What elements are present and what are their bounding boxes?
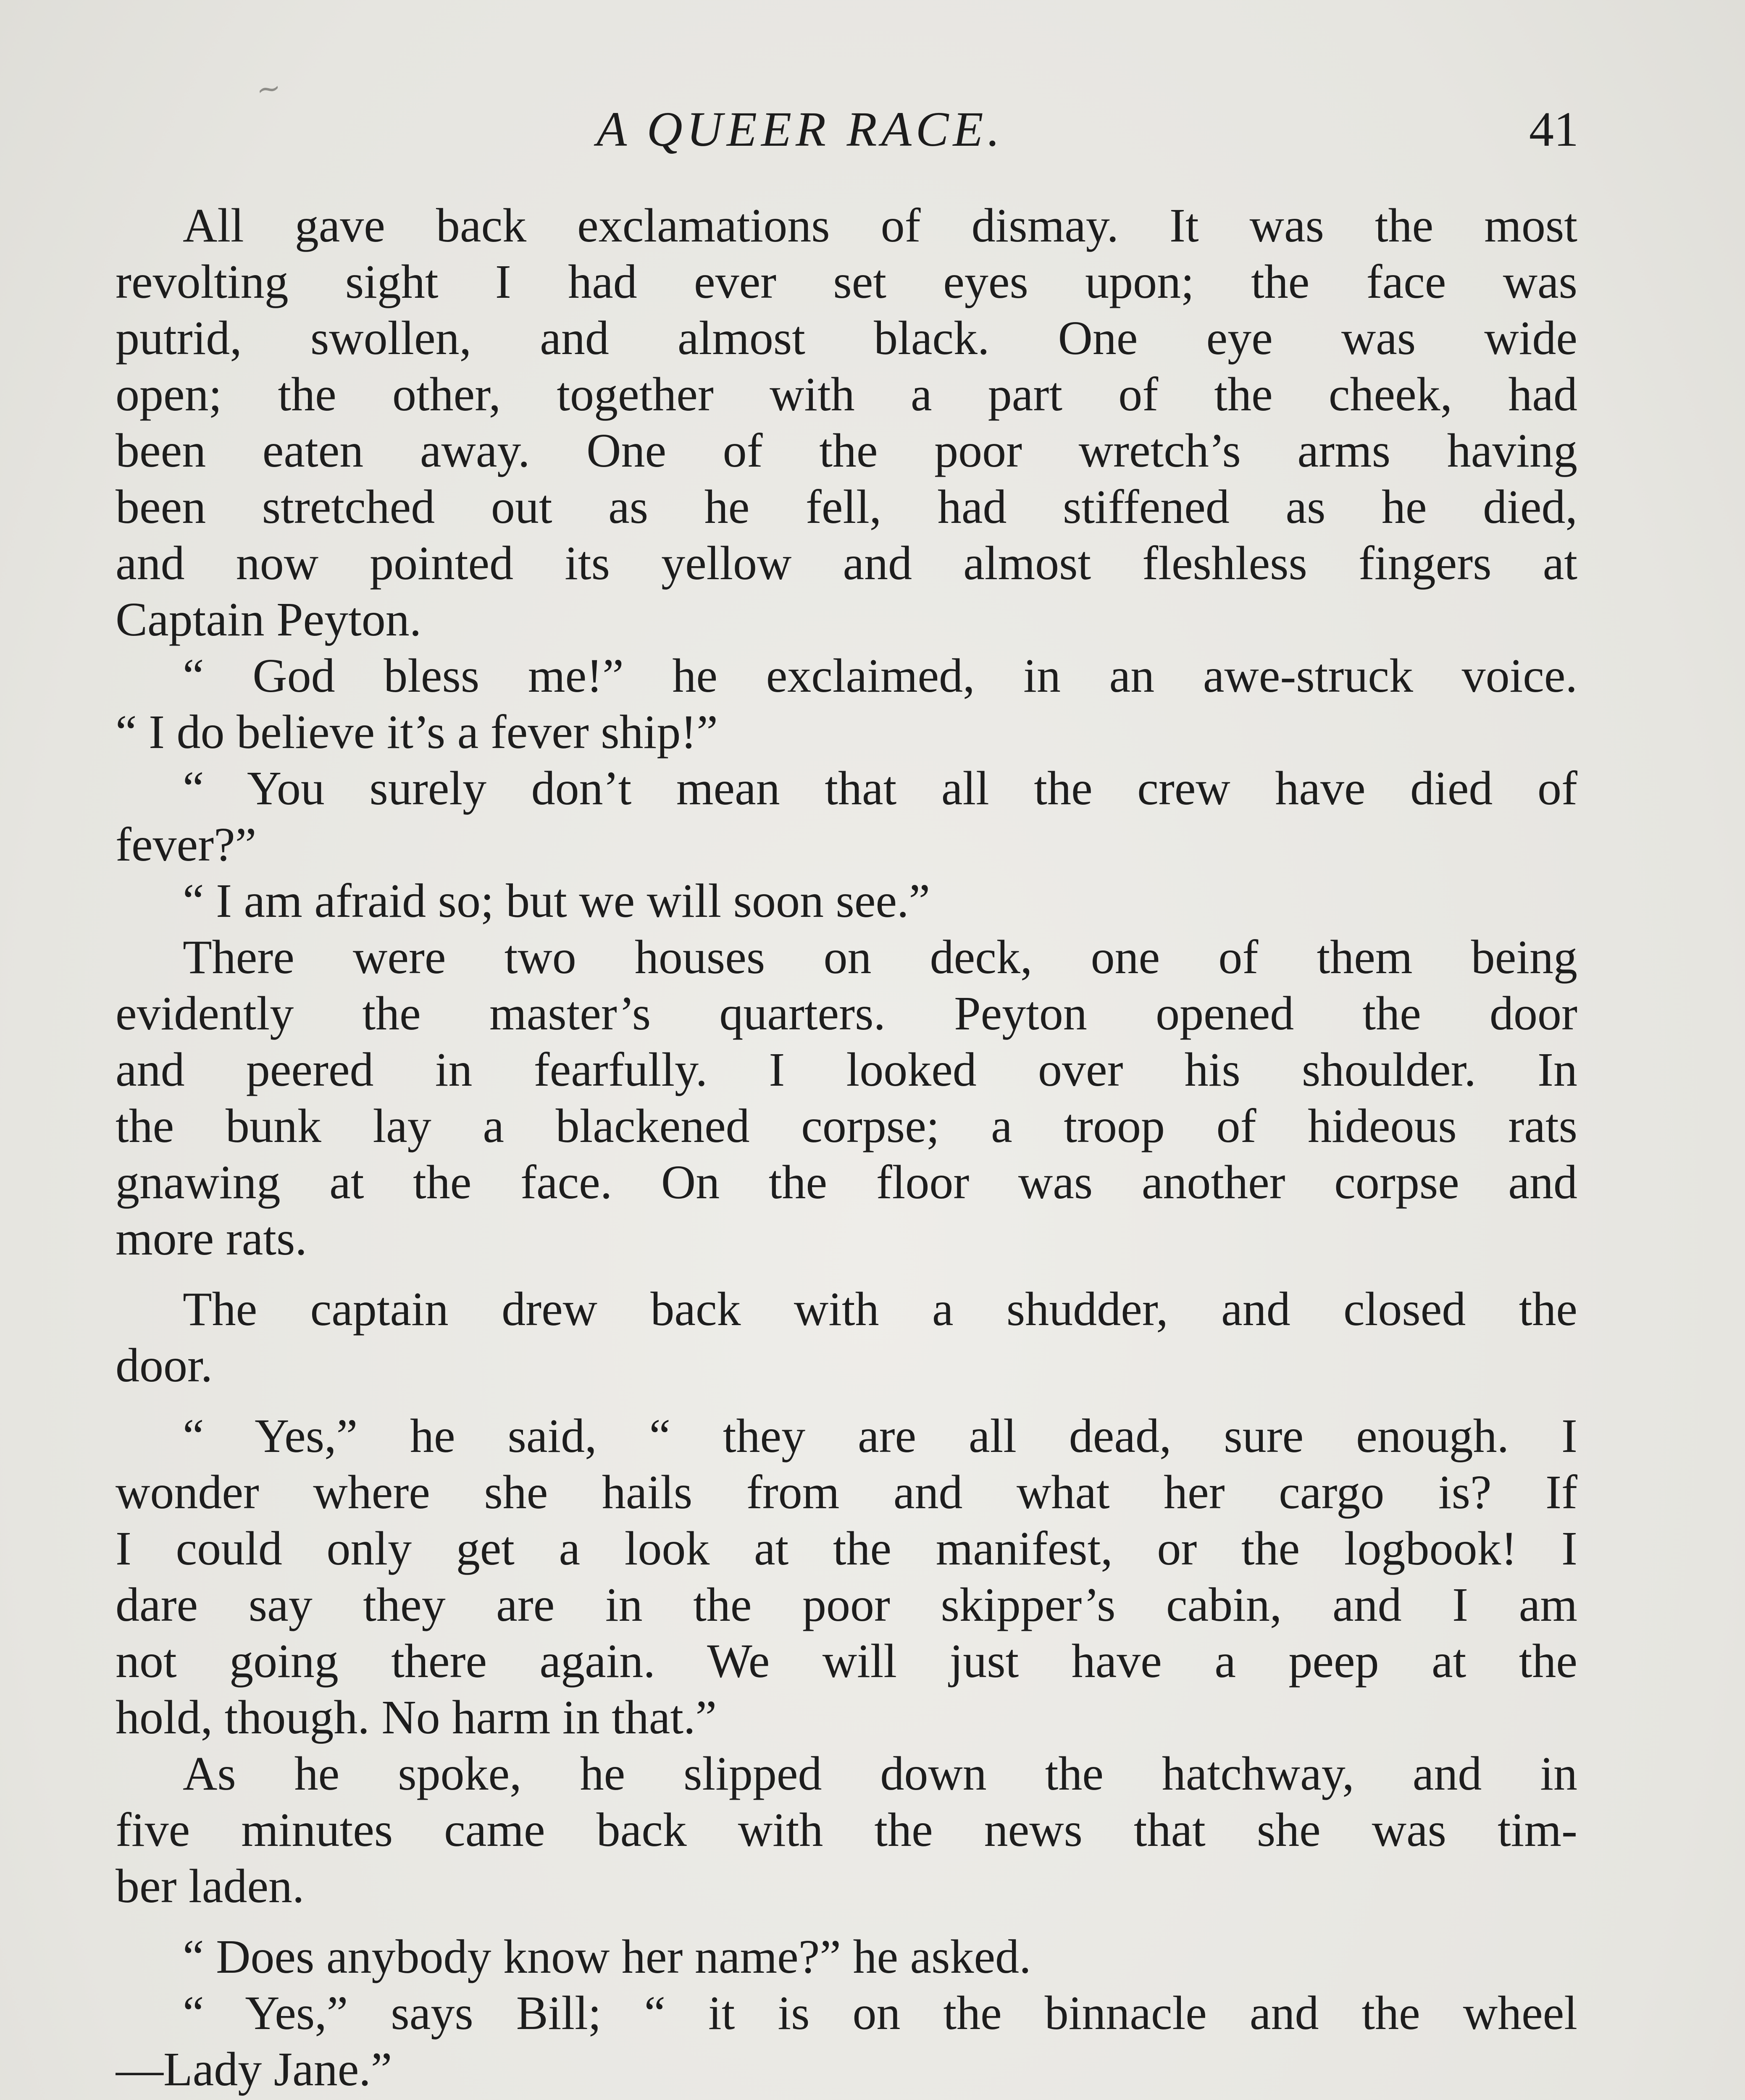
text-line: open; the other, together with a part of the cheek, had — [116, 368, 1577, 421]
text-line: “ Yes,” says Bill; “ it is on the binnacle and the wheel — [183, 1986, 1577, 2040]
text-line: “ Yes,” he said, “ they are all dead, sure enough. I — [183, 1409, 1577, 1462]
paragraph-gap — [116, 1267, 1577, 1281]
text-line: been stretched out as he fell, had stiffened as he died, — [116, 480, 1577, 533]
text-line: “ God bless me!” he exclaimed, in an awe-struck voice. — [183, 649, 1577, 702]
paragraph-gap — [116, 2097, 1577, 2100]
text-line: and peered in fearfully. I looked over his shoulder. In — [116, 1043, 1577, 1096]
text-line: —Lady Jane.” — [116, 2042, 392, 2096]
text-line: and now pointed its yellow and almost fleshless fingers at — [116, 536, 1577, 590]
text-line: Captain Peyton. — [116, 593, 422, 646]
text-line: “ I do believe it’s a fever ship!” — [116, 705, 718, 759]
text-line: gnawing at the face. On the floor was another corpse and — [116, 1155, 1577, 1209]
text-line: the bunk lay a blackened corpse; a troop of hideous rats — [116, 1099, 1577, 1152]
paragraph-gap — [116, 1914, 1577, 1929]
text-line: hold, though. No harm in that.” — [116, 1690, 717, 1744]
text-line: five minutes came back with the news that she was tim- — [116, 1803, 1577, 1856]
text-line: wonder where she hails from and what her cargo is? If — [116, 1465, 1577, 1519]
text-line: “ You surely don’t mean that all the crew have died of — [183, 761, 1577, 815]
text-line: putrid, swollen, and almost black. One eye was wide — [116, 311, 1577, 365]
text-line: All gave back exclamations of dismay. It was the most — [183, 199, 1577, 252]
text-line: not going there again. We will just have a peep at the — [116, 1634, 1577, 1688]
text-line: I could only get a look at the manifest, or the logbook! I — [116, 1522, 1577, 1575]
text-line: been eaten away. One of the poor wretch’s arms having — [116, 424, 1577, 477]
pencil-mark: ~ — [254, 70, 284, 108]
body-text — [116, 197, 1577, 2100]
text-line: As he spoke, he slipped down the hatchway, and in — [183, 1747, 1577, 1800]
text-line: revolting sight I had ever set eyes upon; the face was — [116, 255, 1577, 308]
text-line: more rats. — [116, 1212, 307, 1265]
text-line: “ I am afraid so; but we will soon see.” — [183, 874, 930, 927]
text-line: The captain drew back with a shudder, and closed the — [183, 1282, 1577, 1336]
text-line: dare say they are in the poor skipper’s cabin, and I am — [116, 1578, 1577, 1631]
page-number: 41 — [1529, 102, 1579, 157]
paragraph-gap — [116, 1394, 1577, 1408]
text-line: “ Does anybody know her name?” he asked. — [183, 1930, 1031, 1983]
running-title: A QUEER RACE. — [597, 102, 1004, 157]
text-line: fever?” — [116, 818, 257, 871]
text-line: evidently the master’s quarters. Peyton opened the door — [116, 987, 1577, 1040]
text-line: door. — [116, 1339, 213, 1392]
text-line: ber laden. — [116, 1859, 305, 1913]
text-line: There were two houses on deck, one of them being — [183, 930, 1577, 984]
